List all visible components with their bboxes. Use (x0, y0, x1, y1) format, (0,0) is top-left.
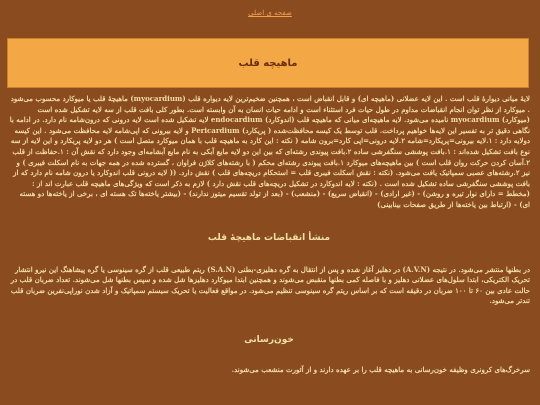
contraction-origin-paragraph: در بطنها منتشر می‌شود. در نتیجه (A.V.N) در دهلیز آغاز شده و پس از انتقال به گره دهلیزی-بطنی (S.A.N) ریتم طبیعی قلب از گره سینوسی یا گره پیشاهنگ این نیرو انتشار تحریک الکتریکی، ابتدا سلول‌های عضلانی دهلیز و با فاصله کمی بطنها منقبض می‌شوند و همچنین ابتدا میوکارد دهلیزها شل شده و سپس بطنها شل می‌شوند. تعداد ضربان قلب در حالت عادی بین ۶۰ تا ۱۰۰ ضربان در دقیقه است که بر اساس ریتم گره سینوسی تنظیم می‌شود. در مواقع فعالیت یا تحریک سیستم سمپاتیک و آزاد شدن نوراپی‌نفرین ضربان قلب تندتر می‌شود. (10, 264, 530, 306)
article-content (8, 94, 530, 376)
top-nav-bar (0, 0, 540, 30)
section-heading-blood-supply: خون‌رسانی (244, 334, 294, 345)
intro-paragraph: لایهٔ میانی دیوارهٔ قلب است . این لایه عضلانی (ماهیچه ای) و قابل انقباض است ، همچنین ضخیم‌ترین لایه دیواره قلب (myocardium) ماهیچهٔ قلب یا میوکارد محسوب می‌شود . میوکارد از نظر توان انجام انقباضات مداوم در طول حیات فرد استثناء است و ادامه حیات انسان به آن وابسته است. بطور کلی بافت قلب از سه لایه تشکیل شده است (میوکارد) myocardium نامیده می‌شود. لایه ماهیچه‌ای میانی که ماهیچه قلب (اندوکارد) endocardium لایه تشکیل شده است لایه درونی که درون‌شامه نام دارد. در ادامه با نگاهی دقیق تر به تفسیر این لایه‌ها خواهیم پرداخت. قلب توسط یک کیسه محافظت‌شده ( پریکارد) Pericardium و لایه بیرونی که اپی‌شامه لایه محافظت می‌شود . این کیسه دولایه دارد : ۱.لایه بیرونی=پریکارد=شامه ۲.لایه درونی=اپی کارد=برون شامه ( نکته : این کارد به ماهیچه قلب با همان میوکارد متصل است ) هر دو لایه پریکارد و این لایه از سه نوع بافت تشکیل شده‌اند : ۱.بافت پوششی سنگفرشی ساده ۲.بافت پیوندی رشته‌ای که بین این دو لایه مایع آبکی به نام مایع آبشامه‌ای وجود دارد که نقش آن : ۱.حفاظت از قلب ۲.آسان کردن حرکت روان قلب است ) بین ماهیچه‌های میوکارد ۱.بافت پیوندی رشته‌ای محکم ( با رشته‌های کلاژن فراوان ، گسترده شده در همه جهات به نام اسکلت فیبری ) و نیز ۲.رشته‌های عصبی سمپاتیک یافت می‌شود. (نکته : نقش اسکلت فیبری قلب = استحکام دریچه‌های قلب ) نقش دارد. (( لایه درونی قلب اندوکارد یا درون شامه نام دارد که از بافت پوششی سنگفرشی ساده تشکیل شده است . (نکته : لایه اندوکارد در تشکیل دریچه‌های قلب نقش دارد ) لازم به ذکر است که ویژگی‌های ماهیچه قلب عبارت اند از : (مخطط = دارای نوار تیره و روشن) - (غیر ارادی) - (انقباض سریع) - (منشعب) - (بعد از تولد تقسیم میتوز ندارند) - (بیشتر یاخته‌ها تک هسته ای ، برخی از یاخته‌ها دو هسته ای) - (ارتباط بین یاخته‌ها از طریق صفحات بینابینی) (9, 94, 530, 209)
title-box (7, 38, 529, 88)
home-link[interactable]: صفحه ی اصلی (248, 9, 292, 17)
blood-supply-paragraph: سرخرگ‌های کرونری وظیفه خون‌رسانی به ماهیچه قلب را بر عهده دارند و از آئورت منشعب می‌شوند. (231, 364, 530, 374)
page-title: ماهیچه قلب (238, 57, 298, 69)
section-heading-contraction-origin: منشأ انقباضات ماهیچهٔ قلب (207, 232, 331, 243)
